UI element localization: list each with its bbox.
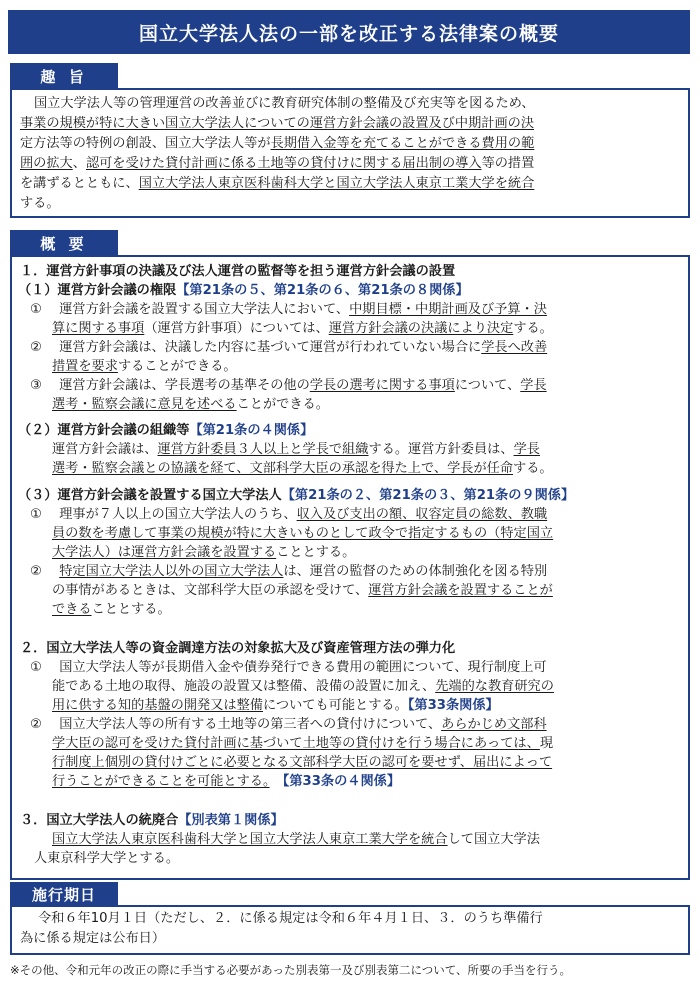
p1-3-line-4: ② 特定国立大学法人以外の国立大学法人は、運営の監督のための体制強化を図る特別 bbox=[30, 564, 548, 579]
shikou-line-2: 為に係る規定は公布日） bbox=[20, 931, 166, 946]
p3-line-1: 国立大学法人東京医科歯科大学と国立大学法人東京工業大学を統合して国立大学法 bbox=[52, 832, 540, 847]
shushi-line-2: 事業の規模が特に大きい国立大学法人についての運営方針会議の設置及び中期計画の決 bbox=[20, 116, 535, 131]
p1-3-line-1: ① 理事が７人以上の国立大学法人のうち、収入及び支出の額、収容定員の総数、教職 bbox=[30, 507, 548, 522]
p2-line-4: ② 国立大学法人等の所有する土地等の第三者への貸付けについて、あらかじめ文部科 bbox=[30, 717, 547, 732]
shushi-line-6: する。 bbox=[20, 196, 60, 211]
p1-1-line-1: ① 運営方針会議を設置する国立大学法人において、中期目標・中期計画及び予算・決 bbox=[30, 302, 547, 317]
p3-line-2: 人東京科学大学とする。 bbox=[34, 851, 180, 866]
heading-3: ３．国立大学法人の統廃合【別表第１関係】 bbox=[20, 813, 284, 828]
p1-1-line-4: 措置を要求することができる。 bbox=[52, 359, 237, 374]
p1-1-line-5: ③ 運営方針会議は、学長選考の基準その他の学長の選考に関する事項について、学長 bbox=[30, 378, 547, 393]
p1-3-line-6: できることとする。 bbox=[52, 602, 171, 617]
p2-line-6: 行制度上個別の貸付けごとに必要となる文部科学大臣の認可を要せず、届出によって bbox=[52, 755, 553, 770]
p1-3-line-3: 大学法人）は運営方針会議を設置することとする。 bbox=[52, 545, 356, 560]
p1-2-line-2: 選考・監察会議との協議を経て、文部科学大臣の承認を得た上で、学長が任命する。 bbox=[52, 461, 553, 476]
shushi-line-3: 定方法等の特例の創設、国立大学法人等が長期借入金等を充てることができる費用の範 bbox=[20, 136, 535, 151]
shushi-line-1: 国立大学法人等の管理運営の改善並びに教育研究体制の整備及び充実等を図るため、 bbox=[34, 96, 535, 111]
p2-line-5: 学大臣の認可を受けた貸付計画に基づいて土地等の貸付けを行う場合にあっては、現 bbox=[52, 736, 553, 751]
p1-3-line-2: 員の数を考慮して事業の規模が特に大きいものとして政令で指定するもの（特定国立 bbox=[52, 526, 554, 541]
heading-1: １．運営方針事項の決議及び法人運営の監督等を担う運営方針会議の設置 bbox=[20, 264, 456, 279]
section-tab-gaiyou: 概 要 bbox=[10, 230, 118, 256]
heading-1-2: （２）運営方針会議の組織等【第21条の４関係】 bbox=[18, 423, 314, 438]
p2-line-7: 行うことができることを可能とする。 【第33条の４関係】 bbox=[52, 774, 401, 789]
shushi-line-4: 囲の拡大、認可を受けた貸付計画に係る土地等の貸付けに関する届出制の導入等の措置 bbox=[20, 156, 535, 171]
section-tab-shushi: 趣 旨 bbox=[10, 63, 118, 89]
p2-line-3: 用に供する知的基盤の開発又は整備についても可能とする。【第33条関係】 bbox=[52, 698, 499, 713]
p1-2-line-1: 運営方針会議は、運営方針委員３人以上と学長で組織する。運営方針委員は、学長 bbox=[52, 442, 540, 457]
document-title: 国立大学法人法の一部を改正する法律案の概要 bbox=[8, 10, 690, 54]
heading-1-1: （１）運営方針会議の権限【第21条の５、第21条の６、第21条の８関係】 bbox=[18, 283, 469, 298]
heading-1-3: （３）運営方針会議を設置する国立大学法人【第21条の２、第21条の３、第21条の９関係】 bbox=[18, 488, 575, 503]
p2-line-1: ① 国立大学法人等が長期借入金や債券発行できる費用の範囲について、現行制度上可 bbox=[30, 660, 547, 675]
shushi-line-5: を講ずるとともに、国立大学法人東京医科歯科大学と国立大学法人東京工業大学を統合 bbox=[20, 176, 535, 191]
footnote: ※その他、令和元年の改正の際に手当する必要があった別表第一及び別表第二について、所要の手当を行う。 bbox=[10, 963, 572, 977]
p1-1-line-3: ② 運営方針会議は、決議した内容に基づいて運営が行われていない場合に学長へ改善 bbox=[30, 340, 548, 355]
p2-line-2: 能である土地の取得、施設の設置又は整備、設備の設置に加え、先端的な教育研究の bbox=[52, 679, 554, 694]
p1-1-line-6: 選考・監察会議に意見を述べることができる。 bbox=[52, 397, 329, 412]
shikou-line-1: 令和６年10月１日（ただし、２．に係る規定は令和６年４月１日、３．のうち準備行 bbox=[38, 911, 543, 926]
section-tab-shikou: 施行期日 bbox=[10, 882, 118, 906]
p1-3-line-5: の事情があるときは、文部科学大臣の承認を受けて、運営方針会議を設置することが bbox=[52, 583, 553, 598]
p1-1-line-2: 算に関する事項（運営方針事項）については、運営方針会議の決議により決定する。 bbox=[52, 321, 553, 336]
heading-2: ２．国立大学法人等の資金調達方法の対象拡大及び資産管理方法の弾力化 bbox=[20, 641, 456, 656]
